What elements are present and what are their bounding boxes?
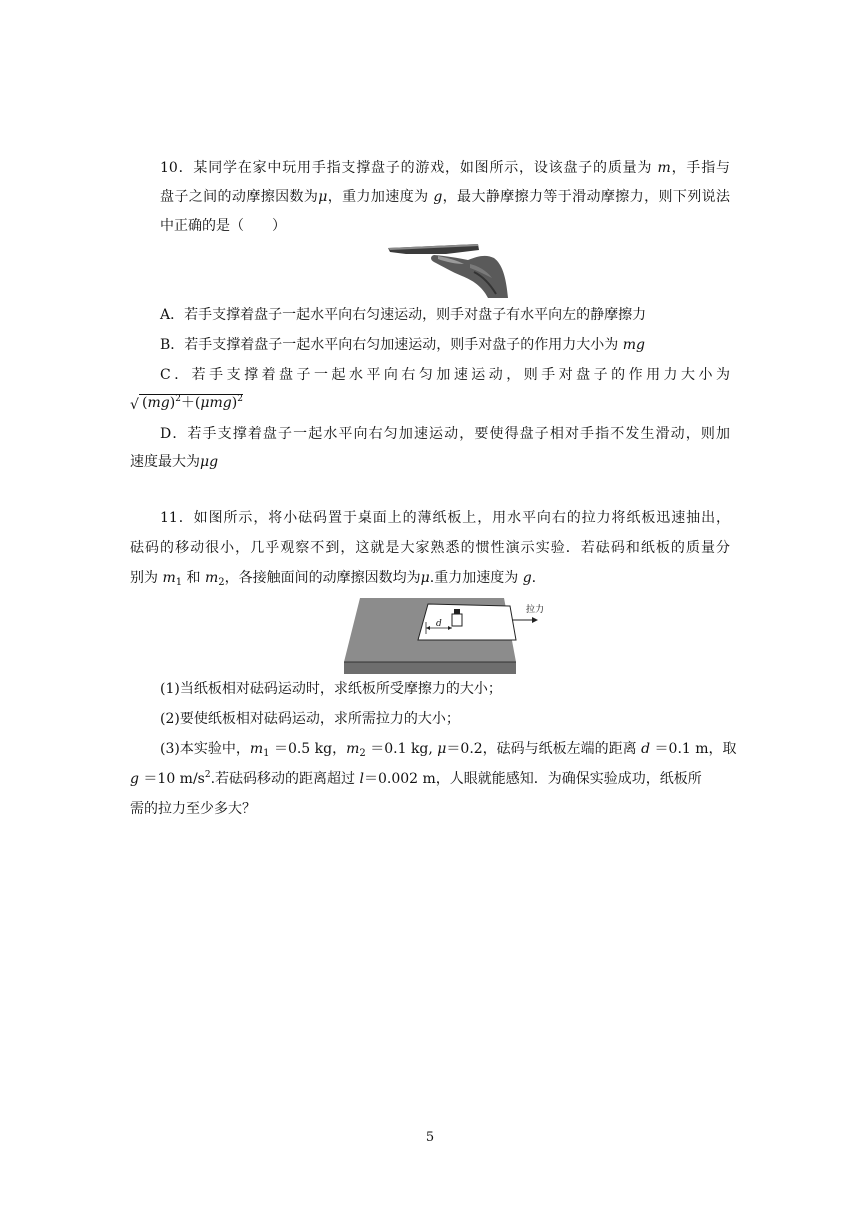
page-number: 5 — [425, 1130, 435, 1145]
q11-subquestion-2: (2)要使纸板相对砝码运动，求所需拉力的大小； — [160, 711, 460, 727]
pull-force-label: 拉力 — [526, 605, 545, 615]
q10-line-1: 10．某同学在家中玩用手指支撑盘子的游戏，如图所示，设该盘子的质量为 m，手指与 — [160, 160, 731, 176]
q10-line-2: 盘子之间的动摩擦因数为μ，重力加速度为 g，最大静摩擦力等于滑动摩擦力，则下列说法 — [160, 189, 731, 205]
q10-option-d-line-1: D．若手支撑着盘子一起水平向右匀加速运动，要使得盘子相对手指不发生滑动，则加 — [160, 426, 730, 442]
plate-finger-figure — [386, 242, 510, 300]
q11-line-3: 别为 $m_1$ 和 $m_2$，各接触面间的动摩擦因数均为μ.重力加速度为 g. — [130, 570, 537, 588]
q10-option-d-line-2: 速度最大为μg — [130, 454, 219, 470]
q11-subquestion-3-line-3: 需的拉力至少多大？ — [130, 801, 256, 817]
q10-option-c: C．若手支撑着盘子一起水平向右匀加速运动，则手对盘子的作用力大小为 — [160, 367, 730, 383]
radical-sign-icon: √ — [130, 397, 139, 413]
square-root-expression: √ $(mg)^2+(\mu mg)^2$ — [130, 394, 243, 413]
q11-line-1: 11．如图所示，将小砝码置于桌面上的薄纸板上，用水平向右的拉力将纸板迅速抽出， — [160, 510, 730, 526]
q10-option-b: B．若手支撑着盘子一起水平向右匀加速运动，则手对盘子的作用力大小为 mg — [160, 337, 645, 353]
q11-line-2: 砝码的移动很小，几乎观察不到，这就是大家熟悉的惯性演示实验．若砝码和纸板的质量分 — [130, 540, 730, 556]
q11-subquestion-1: (1)当纸板相对砝码运动时，求纸板所受摩擦力的大小； — [160, 681, 502, 697]
distance-d-label: d — [436, 619, 442, 629]
inertia-demo-figure — [340, 596, 556, 676]
q10-line-3: 中正确的是（ ） — [160, 218, 286, 234]
q10-option-c-formula — [130, 393, 700, 413]
q10-option-a: A．若手支撑着盘子一起水平向右匀速运动，则手对盘子有水平向左的静摩擦力 — [160, 307, 647, 323]
q11-subquestion-3-line-2: g ＝10 $m/s^2$.若砝码移动的距离超过 l＝0.002 m，人眼就能感知．为确保实验成功，纸板所 — [130, 770, 702, 787]
q11-subquestion-3-line-1: (3)本实验中，$m_1 =0.5$ kg，$m_2 =0.1$ kg, μ＝0.2，砝码与纸板左端的距离 d ＝0.1 m，取 — [160, 741, 737, 759]
